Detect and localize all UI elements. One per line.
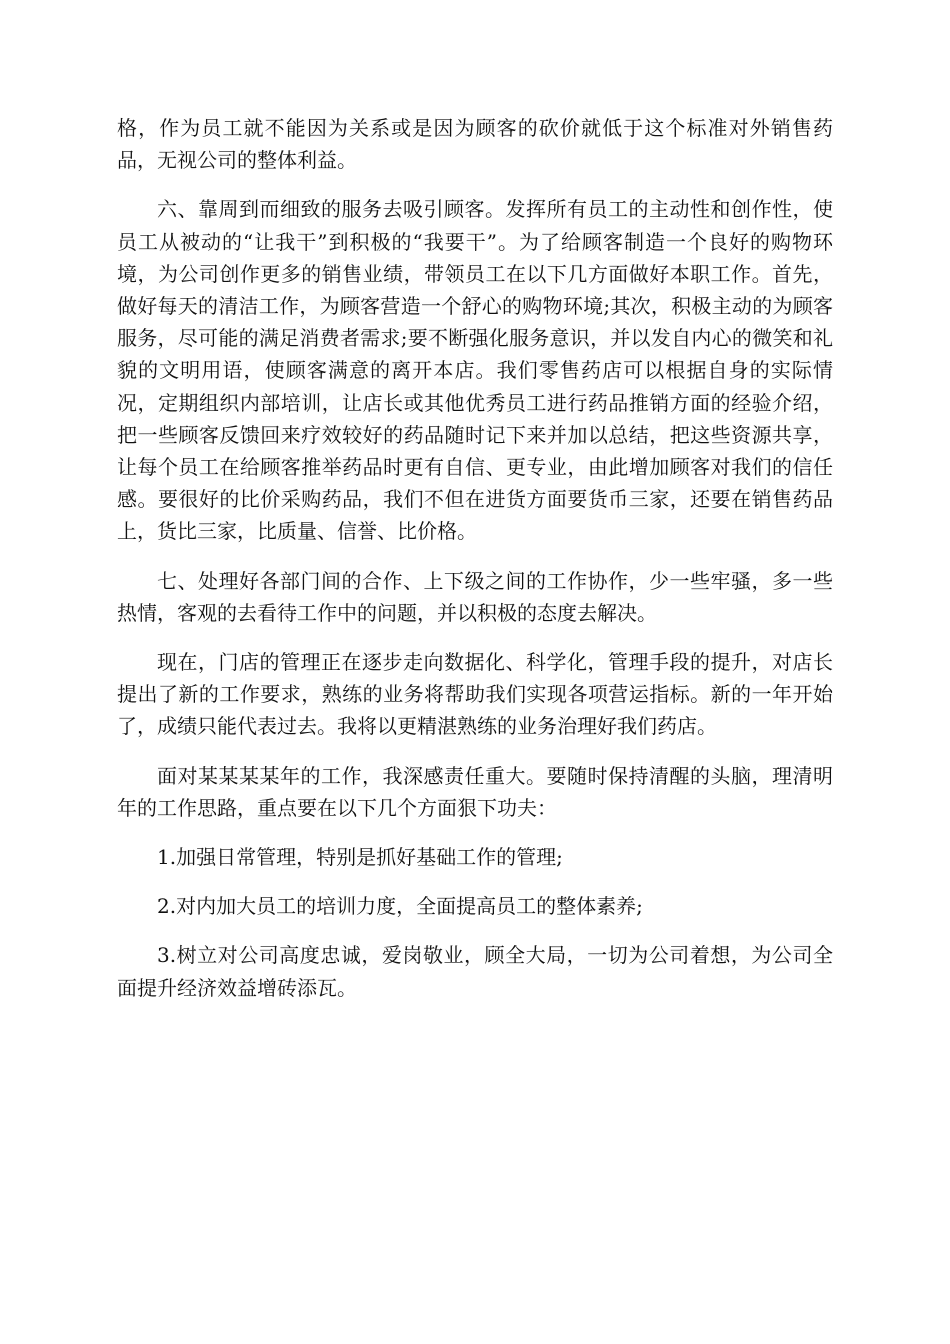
paragraph-2: 六、靠周到而细致的服务去吸引顾客。发挥所有员工的主动性和创作性，使员工从被动的“让我干”到积极的“我要干”。为了给顾客制造一个良好的购物环境，为公司创作更多的销售业绩，带领员工在以下几方面做好本职工作。首先，做好每天的清洁工作，为顾客营造一个舒心的购物环境;其次，积极主动的为顾客服务，尽可能的满足消费者需求;要不断强化服务意识，并以发自内心的微笑和礼貌的文明用语，使顾客满意的离开本店。我们零售药店可以根据自身的实际情况，定期组织内部培训，让店长或其他优秀员工进行药品推销方面的经验介绍，把一些顾客反馈回来疗效较好的药品随时记下来并加以总结，把这些资源共享，让每个员工在给顾客推举药品时更有自信、更专业，由此增加顾客对我们的信任感。要很好的比价采购药品，我们不但在进货方面要货币三家，还要在销售药品上，货比三家，比质量、信誉、比价格。 (117, 197, 833, 544)
list-item-2: 2.对内加大员工的培训力度，全面提高员工的整体素养; (157, 894, 643, 919)
paragraph-1: 格，作为员工就不能因为关系或是因为顾客的砍价就低于这个标准对外销售药品，无视公司的整体利益。 (117, 116, 833, 173)
paragraph-4: 现在，门店的管理正在逐步走向数据化、科学化，管理手段的提升，对店长提出了新的工作要求，熟练的业务将帮助我们实现各项营运指标。新的一年开始了，成绩只能代表过去。我将以更精湛熟练的业务治理好我们药店。 (117, 650, 833, 739)
paragraph-3: 七、处理好各部门间的合作、上下级之间的工作协作，少一些牢骚，多一些热情，客观的去看待工作中的问题，并以积极的态度去解决。 (117, 568, 833, 625)
paragraph-5: 面对某某某某年的工作，我深感责任重大。要随时保持清醒的头脑，理清明年的工作思路，重点要在以下几个方面狠下功夫： (117, 763, 833, 820)
list-item-3: 3.树立对公司高度忠诚，爱岗敬业，顾全大局，一切为公司着想，为公司全面提升经济效益增砖添瓦。 (117, 943, 833, 1000)
list-item-1: 1.加强日常管理，特别是抓好基础工作的管理; (157, 845, 563, 870)
document-body (117, 112, 833, 1021)
